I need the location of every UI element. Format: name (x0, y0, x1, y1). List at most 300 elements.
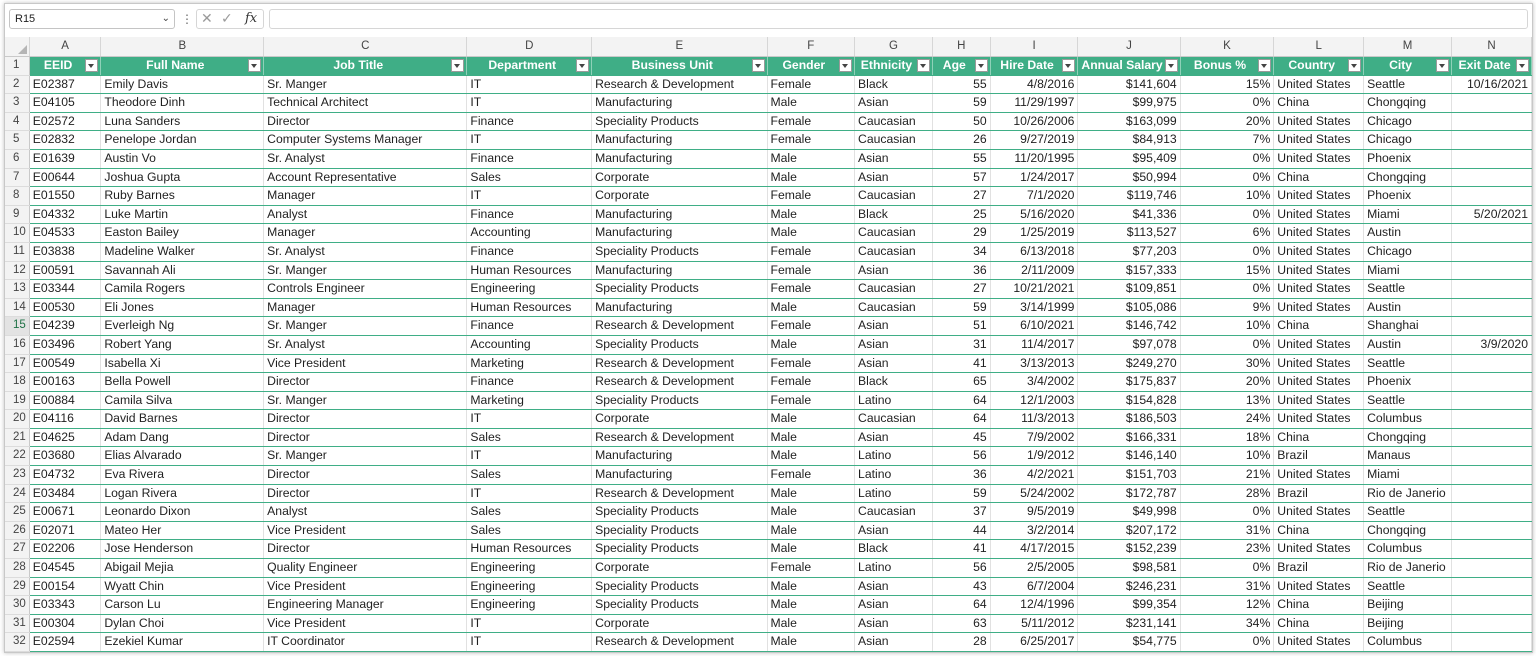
cell[interactable]: 64 (932, 391, 990, 410)
cell[interactable]: Ezekiel Kumar (101, 633, 264, 652)
cell[interactable]: Director (264, 373, 467, 392)
cell[interactable]: 11/29/1997 (990, 94, 1078, 113)
cell[interactable]: China (1274, 596, 1364, 615)
row-header[interactable]: 21 (5, 428, 29, 447)
cell[interactable]: $84,913 (1078, 131, 1180, 150)
cell[interactable]: Engineering (467, 596, 592, 615)
cell[interactable]: China (1274, 94, 1364, 113)
cell[interactable]: IT (467, 614, 592, 633)
cell[interactable]: 23% (1180, 540, 1274, 559)
cell[interactable]: 0% (1180, 280, 1274, 299)
cell[interactable]: $141,604 (1078, 75, 1180, 94)
cell[interactable]: IT (467, 94, 592, 113)
cell[interactable]: 0% (1180, 205, 1274, 224)
cell[interactable]: Brazil (1274, 559, 1364, 578)
cell[interactable]: E02387 (29, 75, 101, 94)
cell[interactable]: Latino (855, 466, 933, 485)
cell[interactable]: E00884 (29, 391, 101, 410)
cell[interactable]: 0% (1180, 335, 1274, 354)
cell[interactable]: Marketing (467, 391, 592, 410)
cell[interactable]: 3/13/2013 (990, 354, 1078, 373)
cell[interactable]: $151,703 (1078, 466, 1180, 485)
cell[interactable]: Asian (855, 335, 933, 354)
cell[interactable]: Female (767, 75, 855, 94)
cell[interactable]: United States (1274, 242, 1364, 261)
cell[interactable]: 30% (1180, 354, 1274, 373)
cell[interactable]: 0% (1180, 94, 1274, 113)
cell[interactable]: Accounting (467, 224, 592, 243)
cell[interactable]: Marketing (467, 354, 592, 373)
cell[interactable]: Speciality Products (592, 280, 767, 299)
cell[interactable]: 11/4/2017 (990, 335, 1078, 354)
cell[interactable]: 18% (1180, 428, 1274, 447)
cell[interactable]: 63 (932, 614, 990, 633)
row-header[interactable]: 25 (5, 503, 29, 522)
header-cell[interactable] (932, 57, 990, 76)
cell[interactable]: Caucasian (855, 410, 933, 429)
cell[interactable]: E03343 (29, 596, 101, 615)
row-header[interactable]: 17 (5, 354, 29, 373)
cell[interactable]: E02206 (29, 540, 101, 559)
cell[interactable]: $157,333 (1078, 261, 1180, 280)
formula-input[interactable] (269, 9, 1528, 29)
cell[interactable] (1452, 466, 1532, 485)
cell[interactable]: Corporate (592, 559, 767, 578)
cell[interactable]: Female (767, 466, 855, 485)
cell[interactable]: Human Resources (467, 261, 592, 280)
cell[interactable] (1452, 149, 1532, 168)
cell[interactable]: E04332 (29, 205, 101, 224)
cell[interactable]: Emily Davis (101, 75, 264, 94)
cell[interactable]: 10/26/2006 (990, 112, 1078, 131)
row-header[interactable]: 28 (5, 559, 29, 578)
row-header[interactable]: 29 (5, 577, 29, 596)
cell[interactable]: $49,998 (1078, 503, 1180, 522)
header-cell[interactable] (767, 57, 855, 76)
cell[interactable]: Dylan Choi (101, 614, 264, 633)
cell[interactable]: Director (264, 484, 467, 503)
cell[interactable]: Austin (1364, 335, 1452, 354)
cell[interactable]: Female (767, 373, 855, 392)
cell[interactable]: Technical Architect (264, 94, 467, 113)
cell[interactable]: E00530 (29, 298, 101, 317)
cell[interactable]: 6% (1180, 224, 1274, 243)
cell[interactable]: Black (855, 75, 933, 94)
cell[interactable]: 10% (1180, 187, 1274, 206)
cell[interactable]: Male (767, 428, 855, 447)
cell[interactable]: United States (1274, 261, 1364, 280)
cell[interactable]: 65 (932, 373, 990, 392)
cell[interactable]: Seattle (1364, 391, 1452, 410)
cell[interactable]: 15% (1180, 261, 1274, 280)
cell[interactable]: Director (264, 466, 467, 485)
cell[interactable]: IT (467, 75, 592, 94)
cell[interactable]: $146,742 (1078, 317, 1180, 336)
cell[interactable]: Phoenix (1364, 373, 1452, 392)
cell[interactable] (1452, 354, 1532, 373)
row-header[interactable]: 7 (5, 168, 29, 187)
cell[interactable]: 43 (932, 577, 990, 596)
cell[interactable]: E02572 (29, 112, 101, 131)
cell[interactable]: $77,203 (1078, 242, 1180, 261)
cell[interactable]: Analyst (264, 503, 467, 522)
cell[interactable]: 24% (1180, 410, 1274, 429)
row-header[interactable]: 19 (5, 391, 29, 410)
cell[interactable]: 6/25/2017 (990, 633, 1078, 652)
cell[interactable]: E03496 (29, 335, 101, 354)
cell[interactable]: E03344 (29, 280, 101, 299)
column-header-n[interactable]: N (1452, 37, 1532, 57)
worksheet-grid[interactable] (5, 37, 1532, 652)
column-header-j[interactable]: J (1078, 37, 1180, 57)
cell[interactable]: Camila Silva (101, 391, 264, 410)
filter-dropdown-icon[interactable] (1348, 59, 1361, 72)
cell[interactable] (1452, 317, 1532, 336)
cell[interactable]: United States (1274, 187, 1364, 206)
cell[interactable]: Male (767, 168, 855, 187)
cell[interactable]: Asian (855, 614, 933, 633)
cell[interactable]: 44 (932, 521, 990, 540)
cell[interactable]: Latino (855, 484, 933, 503)
cell[interactable]: Female (767, 280, 855, 299)
cell[interactable]: 1/25/2019 (990, 224, 1078, 243)
insert-function-icon[interactable]: fx (245, 11, 258, 26)
cell[interactable]: Sr. Manger (264, 391, 467, 410)
cell[interactable]: Corporate (592, 614, 767, 633)
cell[interactable]: $154,828 (1078, 391, 1180, 410)
cell[interactable]: Asian (855, 94, 933, 113)
row-header[interactable]: 20 (5, 410, 29, 429)
cell[interactable]: Chicago (1364, 131, 1452, 150)
cell[interactable]: 56 (932, 559, 990, 578)
cell[interactable]: Manufacturing (592, 261, 767, 280)
cell[interactable]: United States (1274, 466, 1364, 485)
cell[interactable]: Finance (467, 242, 592, 261)
cell[interactable]: 3/14/1999 (990, 298, 1078, 317)
cell[interactable]: 15% (1180, 75, 1274, 94)
cell[interactable]: Vice President (264, 577, 467, 596)
column-header-e[interactable]: E (592, 37, 767, 57)
cell[interactable]: United States (1274, 410, 1364, 429)
cell[interactable]: Theodore Dinh (101, 94, 264, 113)
cell[interactable]: Vice President (264, 521, 467, 540)
cell[interactable]: 13% (1180, 391, 1274, 410)
cell[interactable]: Chicago (1364, 112, 1452, 131)
cell[interactable] (1452, 577, 1532, 596)
cell[interactable]: 21% (1180, 466, 1274, 485)
cell[interactable]: 7/9/2002 (990, 428, 1078, 447)
cell[interactable]: Asian (855, 633, 933, 652)
cell[interactable]: 59 (932, 94, 990, 113)
cell[interactable]: Rio de Janerio (1364, 484, 1452, 503)
cell[interactable]: Engineering (467, 280, 592, 299)
filter-dropdown-icon[interactable] (1258, 59, 1271, 72)
cell[interactable]: Speciality Products (592, 596, 767, 615)
cell[interactable]: IT Coordinator (264, 633, 467, 652)
column-header-l[interactable]: L (1274, 37, 1364, 57)
cell[interactable]: United States (1274, 540, 1364, 559)
row-header[interactable]: 9 (5, 205, 29, 224)
cell[interactable]: Miami (1364, 466, 1452, 485)
cell[interactable]: Male (767, 577, 855, 596)
cell[interactable]: Caucasian (855, 131, 933, 150)
cell[interactable]: Wyatt Chin (101, 577, 264, 596)
row-header[interactable]: 24 (5, 484, 29, 503)
cell[interactable]: Corporate (592, 187, 767, 206)
filter-dropdown-icon[interactable] (975, 59, 988, 72)
cell[interactable]: 12/1/2003 (990, 391, 1078, 410)
cell[interactable]: Male (767, 224, 855, 243)
cell[interactable]: E04533 (29, 224, 101, 243)
cell[interactable]: Male (767, 335, 855, 354)
cell[interactable]: E02071 (29, 521, 101, 540)
cell[interactable]: E01639 (29, 149, 101, 168)
cell[interactable]: Human Resources (467, 298, 592, 317)
row-header[interactable]: 30 (5, 596, 29, 615)
cell[interactable]: Finance (467, 149, 592, 168)
cell[interactable]: United States (1274, 149, 1364, 168)
cell[interactable]: Female (767, 187, 855, 206)
cell[interactable]: 31 (932, 335, 990, 354)
cell[interactable]: 26 (932, 131, 990, 150)
cell[interactable]: 57 (932, 168, 990, 187)
cell[interactable]: 1/24/2017 (990, 168, 1078, 187)
cell[interactable]: Miami (1364, 261, 1452, 280)
cell[interactable]: Manufacturing (592, 131, 767, 150)
cell[interactable]: Asian (855, 317, 933, 336)
cell[interactable]: Finance (467, 112, 592, 131)
row-header[interactable]: 10 (5, 224, 29, 243)
cell[interactable]: Everleigh Ng (101, 317, 264, 336)
cell[interactable]: United States (1274, 354, 1364, 373)
cell[interactable]: Male (767, 633, 855, 652)
cell[interactable]: 6/10/2021 (990, 317, 1078, 336)
cell[interactable]: Abigail Mejia (101, 559, 264, 578)
cell[interactable] (1452, 484, 1532, 503)
cell[interactable]: United States (1274, 112, 1364, 131)
header-cell[interactable] (592, 57, 767, 76)
cell[interactable]: Corporate (592, 410, 767, 429)
cell[interactable]: Beijing (1364, 614, 1452, 633)
cell[interactable]: Female (767, 261, 855, 280)
cell[interactable]: E04239 (29, 317, 101, 336)
cell[interactable]: China (1274, 168, 1364, 187)
cell[interactable]: Ruby Barnes (101, 187, 264, 206)
header-cell[interactable] (264, 57, 467, 76)
row-header[interactable]: 3 (5, 94, 29, 113)
column-header-a[interactable]: A (29, 37, 101, 57)
cell[interactable]: Shanghai (1364, 317, 1452, 336)
filter-dropdown-icon[interactable] (1516, 59, 1529, 72)
cell[interactable]: United States (1274, 577, 1364, 596)
filter-dropdown-icon[interactable] (576, 59, 589, 72)
cell[interactable]: Sales (467, 168, 592, 187)
cell[interactable]: E02832 (29, 131, 101, 150)
chevron-down-icon[interactable]: ⌄ (161, 13, 170, 24)
cell[interactable]: 10% (1180, 447, 1274, 466)
cell[interactable]: 41 (932, 540, 990, 559)
cell[interactable] (1452, 94, 1532, 113)
cell[interactable]: Speciality Products (592, 577, 767, 596)
cell[interactable]: Male (767, 614, 855, 633)
cell[interactable]: $109,851 (1078, 280, 1180, 299)
cell[interactable]: 36 (932, 261, 990, 280)
cell[interactable]: 3/9/2020 (1452, 335, 1532, 354)
cancel-icon[interactable]: ✕ (201, 11, 213, 27)
cell[interactable]: 31% (1180, 577, 1274, 596)
header-cell[interactable] (1180, 57, 1274, 76)
cell[interactable]: Seattle (1364, 354, 1452, 373)
row-header[interactable]: 26 (5, 521, 29, 540)
cell[interactable]: Caucasian (855, 112, 933, 131)
cell[interactable]: $146,140 (1078, 447, 1180, 466)
cell[interactable]: Research & Development (592, 373, 767, 392)
cell[interactable] (1452, 428, 1532, 447)
cell[interactable]: 20% (1180, 373, 1274, 392)
cell[interactable] (1452, 261, 1532, 280)
cell[interactable]: Luke Martin (101, 205, 264, 224)
cell[interactable]: Easton Bailey (101, 224, 264, 243)
cell[interactable]: Account Representative (264, 168, 467, 187)
cell[interactable]: 25 (932, 205, 990, 224)
cell[interactable]: 64 (932, 410, 990, 429)
cell[interactable]: 0% (1180, 149, 1274, 168)
cell[interactable]: Research & Development (592, 633, 767, 652)
cell[interactable] (1452, 540, 1532, 559)
row-header[interactable]: 14 (5, 298, 29, 317)
cell[interactable]: Speciality Products (592, 112, 767, 131)
cell[interactable]: Asian (855, 149, 933, 168)
cell[interactable]: IT (467, 410, 592, 429)
cell[interactable]: Phoenix (1364, 149, 1452, 168)
cell[interactable]: 1/9/2012 (990, 447, 1078, 466)
row-header[interactable]: 27 (5, 540, 29, 559)
cell[interactable]: Vice President (264, 354, 467, 373)
cell[interactable] (1452, 447, 1532, 466)
cell[interactable]: Manufacturing (592, 466, 767, 485)
more-options-icon[interactable]: ⋮ (181, 12, 193, 26)
cell[interactable]: IT (467, 633, 592, 652)
cell[interactable]: United States (1274, 280, 1364, 299)
cell[interactable]: Research & Development (592, 75, 767, 94)
cell[interactable]: Brazil (1274, 447, 1364, 466)
column-header-d[interactable]: D (467, 37, 592, 57)
column-header-m[interactable]: M (1364, 37, 1452, 57)
cell[interactable]: Asian (855, 354, 933, 373)
cell[interactable]: Sales (467, 503, 592, 522)
cell[interactable]: Sr. Analyst (264, 242, 467, 261)
cell[interactable]: 29 (932, 224, 990, 243)
cell[interactable]: United States (1274, 373, 1364, 392)
row-header[interactable]: 5 (5, 131, 29, 150)
column-header-f[interactable]: F (767, 37, 855, 57)
cell[interactable]: Asian (855, 428, 933, 447)
cell[interactable]: E00671 (29, 503, 101, 522)
cell[interactable]: Manager (264, 298, 467, 317)
cell[interactable]: 4/8/2016 (990, 75, 1078, 94)
cell[interactable]: Phoenix (1364, 187, 1452, 206)
cell[interactable]: Savannah Ali (101, 261, 264, 280)
cell[interactable]: Female (767, 112, 855, 131)
cell[interactable]: 55 (932, 75, 990, 94)
cell[interactable]: E04545 (29, 559, 101, 578)
filter-dropdown-icon[interactable] (917, 59, 930, 72)
row-header[interactable]: 18 (5, 373, 29, 392)
cell[interactable]: E03484 (29, 484, 101, 503)
cell[interactable]: 64 (932, 596, 990, 615)
cell[interactable]: Austin (1364, 298, 1452, 317)
cell[interactable]: China (1274, 521, 1364, 540)
cell[interactable]: Manufacturing (592, 149, 767, 168)
cell[interactable] (1452, 521, 1532, 540)
cell[interactable]: 7% (1180, 131, 1274, 150)
cell[interactable]: Director (264, 410, 467, 429)
cell[interactable]: 50 (932, 112, 990, 131)
cell[interactable]: United States (1274, 224, 1364, 243)
cell[interactable]: $172,787 (1078, 484, 1180, 503)
cell[interactable]: Male (767, 521, 855, 540)
row-header[interactable]: 11 (5, 242, 29, 261)
cell[interactable]: E00154 (29, 577, 101, 596)
cell[interactable]: United States (1274, 503, 1364, 522)
cell[interactable]: Caucasian (855, 187, 933, 206)
cell[interactable]: $50,994 (1078, 168, 1180, 187)
cell[interactable]: United States (1274, 391, 1364, 410)
cell[interactable]: $98,581 (1078, 559, 1180, 578)
cell[interactable]: Research & Development (592, 317, 767, 336)
cell[interactable]: Chongqing (1364, 168, 1452, 187)
filter-dropdown-icon[interactable] (1062, 59, 1075, 72)
row-header[interactable]: 4 (5, 112, 29, 131)
cell[interactable]: 11/20/1995 (990, 149, 1078, 168)
cell[interactable]: Black (855, 373, 933, 392)
cell[interactable] (1452, 112, 1532, 131)
cell[interactable]: United States (1274, 131, 1364, 150)
cell[interactable]: Finance (467, 205, 592, 224)
cell[interactable]: China (1274, 317, 1364, 336)
cell[interactable]: Speciality Products (592, 335, 767, 354)
cell[interactable]: 12% (1180, 596, 1274, 615)
cell[interactable]: Bella Powell (101, 373, 264, 392)
cell[interactable]: E00549 (29, 354, 101, 373)
filter-dropdown-icon[interactable] (752, 59, 765, 72)
cell[interactable]: Female (767, 131, 855, 150)
cell[interactable]: $54,775 (1078, 633, 1180, 652)
cell[interactable] (1452, 596, 1532, 615)
cell[interactable]: Caucasian (855, 503, 933, 522)
cell[interactable]: 5/20/2021 (1452, 205, 1532, 224)
select-all-corner[interactable] (5, 37, 29, 57)
cell[interactable]: Male (767, 410, 855, 429)
cell[interactable]: Sales (467, 521, 592, 540)
cell[interactable]: $163,099 (1078, 112, 1180, 131)
cell[interactable]: 5/24/2002 (990, 484, 1078, 503)
cell[interactable]: Sr. Manger (264, 261, 467, 280)
cell[interactable] (1452, 168, 1532, 187)
cell[interactable]: David Barnes (101, 410, 264, 429)
cell[interactable]: Columbus (1364, 540, 1452, 559)
cell[interactable]: 27 (932, 280, 990, 299)
cell[interactable]: Male (767, 149, 855, 168)
cell[interactable]: 59 (932, 484, 990, 503)
cell[interactable]: 20% (1180, 112, 1274, 131)
cell[interactable] (1452, 633, 1532, 652)
cell[interactable]: Penelope Jordan (101, 131, 264, 150)
cell[interactable]: Male (767, 540, 855, 559)
cell[interactable]: 55 (932, 149, 990, 168)
cell[interactable]: Manufacturing (592, 224, 767, 243)
cell[interactable]: $246,231 (1078, 577, 1180, 596)
